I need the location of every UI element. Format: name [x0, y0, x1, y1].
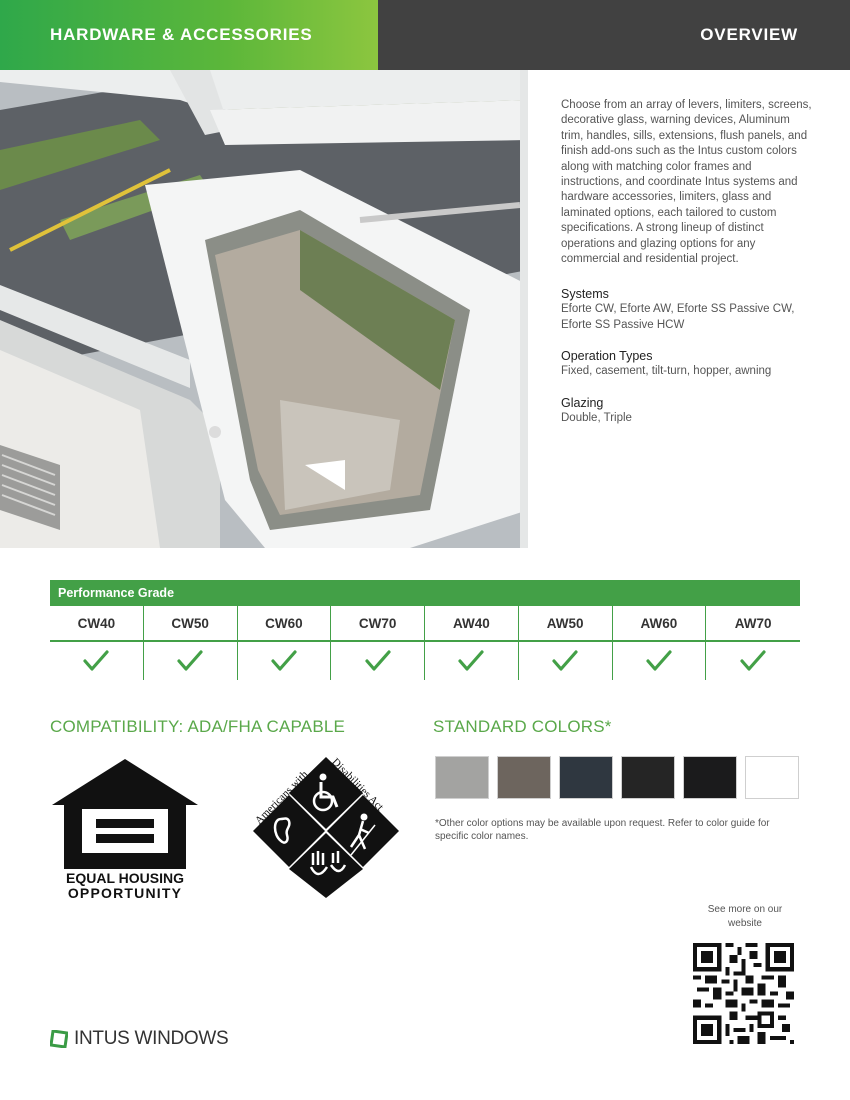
color-swatch	[683, 756, 737, 799]
performance-grade-grid	[50, 606, 800, 680]
description-text: Choose from an array of levers, limiters, screens, decorative glass, warning devices, Aluminum trim, handles, sills, extensions, flush panels, and finish add-ons such as the Intus custom colors along with matching color frames and instructions, and coordinate Intus systems and hardware accessories, limiters, glass and laminated options, each tailored to custom specifications. A strong lineup of distinct operations and glazing options for any commercial and residential project.	[561, 99, 812, 266]
product-photo	[0, 70, 528, 548]
compatibility-heading: COMPATIBILITY: ADA/FHA CAPABLE	[50, 717, 346, 736]
color-swatch	[435, 756, 489, 799]
performance-grade-title: Performance Grade	[50, 580, 800, 606]
checkmark-icon	[646, 650, 672, 672]
ada-text-right: Disabilities Act	[329, 756, 386, 814]
brand-logo	[50, 1028, 228, 1050]
grade-header: AW40	[425, 606, 519, 642]
checkmark-icon	[365, 650, 391, 672]
grade-cell	[425, 642, 519, 680]
qr-code[interactable]	[693, 943, 794, 1044]
checkmark-icon	[552, 650, 578, 672]
grade-header: CW50	[144, 606, 238, 642]
checkmark-icon	[83, 650, 109, 672]
spec-value: Fixed, casement, tilt-turn, hopper, awning	[561, 365, 772, 378]
color-swatch	[621, 756, 675, 799]
checkmark-icon	[458, 650, 484, 672]
eho-line2: OPPORTUNITY	[67, 885, 183, 901]
color-swatch	[745, 756, 799, 799]
grade-cell	[144, 642, 238, 680]
header-page-band	[378, 0, 850, 70]
eho-line1: EQUAL HOUSING	[66, 870, 184, 886]
grade-cell	[238, 642, 332, 680]
ada-text-left: Americans with	[252, 768, 311, 827]
ada-logo	[251, 755, 401, 900]
grade-header: AW60	[613, 606, 707, 642]
spec-glazing	[561, 395, 813, 426]
page-header	[0, 0, 850, 70]
standard-colors-heading: STANDARD COLORS*	[433, 717, 612, 736]
equal-housing-logo	[50, 757, 200, 902]
website-prompt: See more on our website	[707, 904, 783, 929]
color-swatches	[435, 756, 799, 799]
description-column	[561, 98, 813, 441]
checkmark-icon	[271, 650, 297, 672]
performance-grade-table	[50, 580, 800, 680]
spec-operation-types	[561, 348, 813, 379]
spec-value: Eforte CW, Eforte AW, Eforte SS Passive CW, Eforte SS Passive HCW	[561, 303, 795, 331]
grade-cell	[706, 642, 800, 680]
color-swatch	[559, 756, 613, 799]
color-swatch	[497, 756, 551, 799]
grade-header: AW70	[706, 606, 800, 642]
brand-name: INTUS WINDOWS	[74, 1028, 229, 1049]
spec-systems	[561, 286, 813, 333]
grade-cell	[50, 642, 144, 680]
grade-cell	[613, 642, 707, 680]
header-page-title: OVERVIEW	[700, 25, 798, 44]
spec-label: Operation Types	[561, 349, 653, 364]
spec-label: Systems	[561, 287, 609, 302]
grade-header: CW40	[50, 606, 144, 642]
checkmark-icon	[740, 650, 766, 672]
grade-cell	[331, 642, 425, 680]
header-section-band	[0, 0, 378, 70]
grade-header: AW50	[519, 606, 613, 642]
grade-header: CW60	[238, 606, 332, 642]
colors-footnote: *Other color options may be available upon request. Refer to color guide for specific color names.	[435, 818, 770, 842]
grade-header: CW70	[331, 606, 425, 642]
spec-value: Double, Triple	[561, 411, 632, 424]
header-section-title: HARDWARE & ACCESSORIES	[50, 25, 313, 44]
grade-cell	[519, 642, 613, 680]
checkmark-icon	[177, 650, 203, 672]
intus-logo-icon	[50, 1030, 68, 1048]
spec-label: Glazing	[561, 395, 604, 410]
